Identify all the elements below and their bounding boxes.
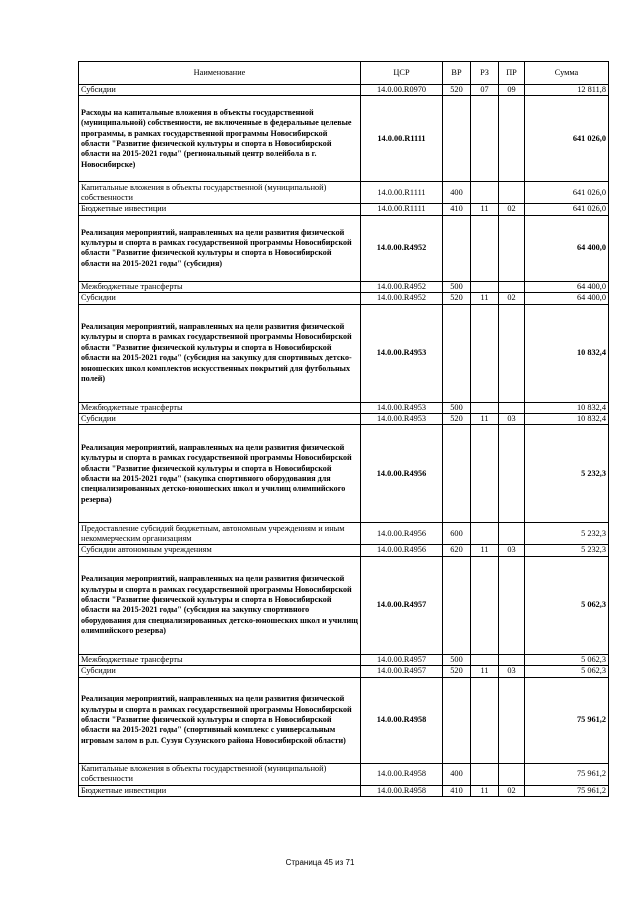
row-sum-cell: 64 400,0: [525, 215, 609, 281]
header-csr: ЦСР: [361, 62, 443, 85]
row-csr-cell: 14.0.00.R4953: [361, 304, 443, 402]
row-vr-cell: 520: [443, 666, 471, 677]
row-rz-cell: [471, 763, 499, 785]
row-name-cell: Реализация мероприятий, направленных на цели развития физической культуры и спорта в рамках государственной программы Новосибирской области "Развитие физической культуры и спорта в Новосибирской области на 2015-2021 годы" (субсидия на закупку для спортивных детско-юношеских школ комплектов искусственных покрытий для футбольных полей): [79, 304, 361, 402]
row-rz-cell: [471, 215, 499, 281]
row-csr-cell: 14.0.00.R1111: [361, 204, 443, 215]
row-rz-cell: [471, 96, 499, 182]
table-row: [79, 785, 609, 796]
row-vr-cell: 500: [443, 402, 471, 413]
header-name: Наименование: [79, 62, 361, 85]
row-name-cell: Межбюджетные трансферты: [79, 654, 361, 665]
row-vr-cell: 500: [443, 654, 471, 665]
row-pr-cell: 02: [499, 293, 525, 304]
row-sum-cell: 75 961,2: [525, 785, 609, 796]
row-pr-cell: [499, 281, 525, 292]
row-name-cell: Бюджетные инвестиции: [79, 785, 361, 796]
row-sum-cell: 12 811,8: [525, 85, 609, 96]
table-row: [79, 666, 609, 677]
row-pr-cell: [499, 402, 525, 413]
row-sum-cell: 641 026,0: [525, 204, 609, 215]
header-rz: РЗ: [471, 62, 499, 85]
row-pr-cell: 03: [499, 414, 525, 425]
table-row: [79, 556, 609, 654]
row-name-cell: Субсидии: [79, 414, 361, 425]
row-rz-cell: 11: [471, 545, 499, 556]
row-vr-cell: 410: [443, 204, 471, 215]
table-row: [79, 85, 609, 96]
table-row: [79, 96, 609, 182]
row-csr-cell: 14.0.00.R4957: [361, 666, 443, 677]
row-sum-cell: 641 026,0: [525, 96, 609, 182]
row-pr-cell: [499, 556, 525, 654]
row-name-cell: Реализация мероприятий, направленных на цели развития физической культуры и спорта в рамках государственной программы Новосибирской области "Развитие физической культуры и спорта в Новосибирской области на 2015-2021 годы" (закупка спортивного оборудования для специализированных детско-юношеских школ и училищ олимпийского резерва): [79, 425, 361, 523]
row-pr-cell: 09: [499, 85, 525, 96]
row-sum-cell: 64 400,0: [525, 293, 609, 304]
row-name-cell: Капитальные вложения в объекты государственной (муниципальной) собственности: [79, 763, 361, 785]
table-row: [79, 414, 609, 425]
row-name-cell: Субсидии автономным учреждениям: [79, 545, 361, 556]
page-number: Страница 45 из 71: [285, 858, 355, 867]
row-pr-cell: [499, 654, 525, 665]
row-vr-cell: 400: [443, 763, 471, 785]
row-csr-cell: 14.0.00.R4957: [361, 654, 443, 665]
row-vr-cell: 520: [443, 85, 471, 96]
table-row: [79, 293, 609, 304]
row-vr-cell: 520: [443, 293, 471, 304]
row-csr-cell: 14.0.00.R4953: [361, 414, 443, 425]
table-row: [79, 402, 609, 413]
table-row: [79, 545, 609, 556]
row-name-cell: Реализация мероприятий, направленных на цели развития физической культуры и спорта в рамках государственной программы Новосибирской области "Развитие физической культуры и спорта в Новосибирской области на 2015-2021 годы" (субсидия на закупку спортивного оборудования для специализированных детско-юношеских школ и училищ олимпийского резерва): [79, 556, 361, 654]
row-name-cell: Субсидии: [79, 85, 361, 96]
row-csr-cell: 14.0.00.R1111: [361, 182, 443, 204]
row-csr-cell: 14.0.00.R0970: [361, 85, 443, 96]
row-sum-cell: 5 232,3: [525, 425, 609, 523]
row-csr-cell: 14.0.00.R4952: [361, 293, 443, 304]
row-vr-cell: 520: [443, 414, 471, 425]
table-row: [79, 523, 609, 545]
row-sum-cell: 64 400,0: [525, 281, 609, 292]
header-pr: ПР: [499, 62, 525, 85]
row-csr-cell: 14.0.00.R4958: [361, 785, 443, 796]
row-pr-cell: 03: [499, 666, 525, 677]
row-pr-cell: 03: [499, 545, 525, 556]
table-row: [79, 281, 609, 292]
row-name-cell: Бюджетные инвестиции: [79, 204, 361, 215]
row-vr-cell: 410: [443, 785, 471, 796]
row-rz-cell: [471, 182, 499, 204]
row-rz-cell: [471, 677, 499, 763]
row-sum-cell: 641 026,0: [525, 182, 609, 204]
row-pr-cell: [499, 763, 525, 785]
row-csr-cell: 14.0.00.R4958: [361, 677, 443, 763]
row-pr-cell: 02: [499, 204, 525, 215]
row-sum-cell: 10 832,4: [525, 402, 609, 413]
row-rz-cell: [471, 281, 499, 292]
table-header-row: [79, 62, 609, 85]
row-sum-cell: 10 832,4: [525, 304, 609, 402]
table-row: [79, 425, 609, 523]
row-sum-cell: 5 232,3: [525, 523, 609, 545]
row-rz-cell: [471, 523, 499, 545]
row-name-cell: Межбюджетные трансферты: [79, 281, 361, 292]
table-row: [79, 215, 609, 281]
row-rz-cell: [471, 556, 499, 654]
row-name-cell: Реализация мероприятий, направленных на цели развития физической культуры и спорта в рамках государственной программы Новосибирской области "Развитие физической культуры и спорта в Новосибирской области на 2015-2021 годы" (спортивный комплекс с универсальным игровым залом в р.п. Сузун Сузунского района Новосибирской области): [79, 677, 361, 763]
row-csr-cell: 14.0.00.R1111: [361, 96, 443, 182]
row-pr-cell: [499, 215, 525, 281]
row-vr-cell: [443, 215, 471, 281]
row-name-cell: Межбюджетные трансферты: [79, 402, 361, 413]
row-csr-cell: 14.0.00.R4956: [361, 425, 443, 523]
row-name-cell: Капитальные вложения в объекты государственной (муниципальной) собственности: [79, 182, 361, 204]
row-rz-cell: 11: [471, 785, 499, 796]
row-csr-cell: 14.0.00.R4956: [361, 523, 443, 545]
header-sum: Сумма: [525, 62, 609, 85]
row-rz-cell: [471, 402, 499, 413]
row-rz-cell: [471, 304, 499, 402]
row-pr-cell: [499, 96, 525, 182]
row-sum-cell: 5 062,3: [525, 666, 609, 677]
row-vr-cell: [443, 304, 471, 402]
header-vr: ВР: [443, 62, 471, 85]
row-sum-cell: 5 062,3: [525, 654, 609, 665]
row-csr-cell: 14.0.00.R4956: [361, 545, 443, 556]
table-row: [79, 304, 609, 402]
row-sum-cell: 75 961,2: [525, 763, 609, 785]
row-vr-cell: 500: [443, 281, 471, 292]
row-pr-cell: 02: [499, 785, 525, 796]
row-rz-cell: 11: [471, 666, 499, 677]
row-name-cell: Субсидии: [79, 293, 361, 304]
row-csr-cell: 14.0.00.R4952: [361, 215, 443, 281]
row-vr-cell: [443, 677, 471, 763]
row-sum-cell: 5 232,3: [525, 545, 609, 556]
table-row: [79, 677, 609, 763]
row-sum-cell: 10 832,4: [525, 414, 609, 425]
row-pr-cell: [499, 182, 525, 204]
row-csr-cell: 14.0.00.R4957: [361, 556, 443, 654]
row-vr-cell: 600: [443, 523, 471, 545]
row-name-cell: Реализация мероприятий, направленных на цели развития физической культуры и спорта в рамках государственной программы Новосибирской области "Развитие физической культуры и спорта в Новосибирской области на 2015-2021 годы" (субсидия): [79, 215, 361, 281]
row-rz-cell: 11: [471, 414, 499, 425]
row-rz-cell: 11: [471, 293, 499, 304]
row-pr-cell: [499, 523, 525, 545]
row-vr-cell: [443, 96, 471, 182]
row-vr-cell: [443, 425, 471, 523]
row-name-cell: Расходы на капитальные вложения в объекты государственной (муниципальной) собственности, не включенные в федеральные целевые программы, в рамках государственной программы Новосибирской области "Развитие физической культуры и спорта в Новосибирской области на 2015-2021 годы" (региональный центр волейбола в г. Новосибирске): [79, 96, 361, 182]
row-sum-cell: 5 062,3: [525, 556, 609, 654]
row-name-cell: Субсидии: [79, 666, 361, 677]
row-pr-cell: [499, 677, 525, 763]
row-rz-cell: [471, 425, 499, 523]
row-vr-cell: [443, 556, 471, 654]
table-row: [79, 763, 609, 785]
row-vr-cell: 400: [443, 182, 471, 204]
row-name-cell: Предоставление субсидий бюджетным, автономным учреждениям и иным некоммерческим организациям: [79, 523, 361, 545]
row-sum-cell: 75 961,2: [525, 677, 609, 763]
table-row: [79, 204, 609, 215]
row-vr-cell: 620: [443, 545, 471, 556]
budget-table: [78, 61, 609, 797]
row-rz-cell: 07: [471, 85, 499, 96]
table-row: [79, 654, 609, 665]
row-csr-cell: 14.0.00.R4953: [361, 402, 443, 413]
table-row: [79, 182, 609, 204]
row-pr-cell: [499, 425, 525, 523]
row-csr-cell: 14.0.00.R4952: [361, 281, 443, 292]
row-rz-cell: [471, 654, 499, 665]
row-csr-cell: 14.0.00.R4958: [361, 763, 443, 785]
row-rz-cell: 11: [471, 204, 499, 215]
row-pr-cell: [499, 304, 525, 402]
